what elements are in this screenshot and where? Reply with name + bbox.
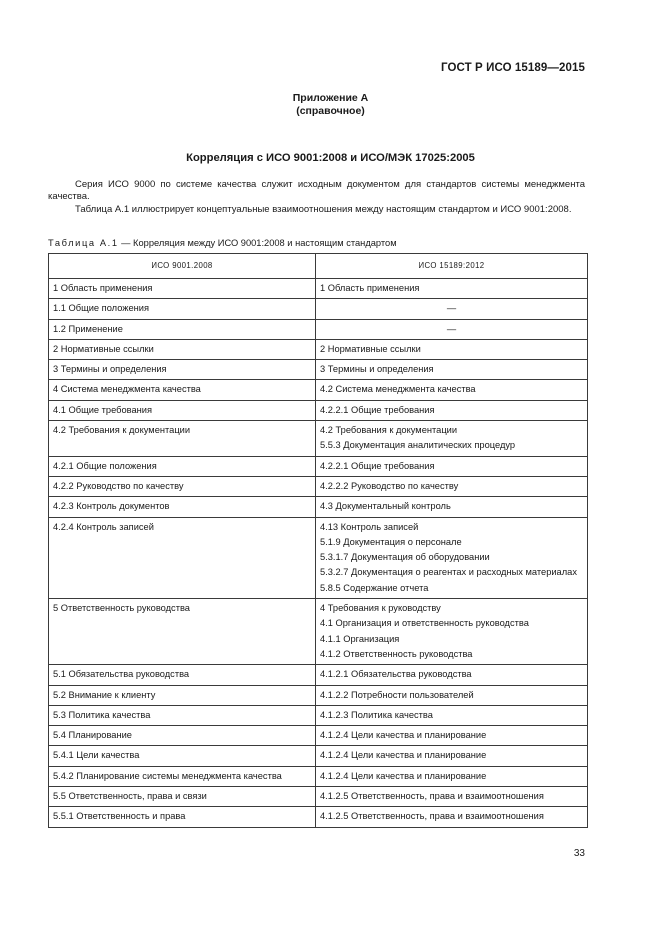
- iso15189-clause: 5.3.1.7 Документация об оборудовании: [320, 552, 490, 563]
- iso15189-clauses: [316, 299, 588, 319]
- iso15189-clause: 4.2.2.2 Руководство по качеству: [320, 480, 459, 491]
- table-body: [49, 279, 588, 828]
- section-heading: Корреляция с ИСО 9001:2008 и ИСО/МЭК 17025:2005: [186, 152, 475, 164]
- iso15189-clauses: [316, 807, 588, 827]
- table-row: [49, 279, 588, 299]
- iso15189-clauses: [316, 400, 588, 420]
- iso9001-clause: 3 Термины и определения: [49, 360, 316, 380]
- iso15189-clause: 4.1.2.5 Ответственность, права и взаимоотношения: [320, 791, 544, 802]
- iso15189-clause: 2 Нормативные ссылки: [320, 343, 421, 354]
- iso9001-clause: 4.2.3 Контроль документов: [49, 497, 316, 517]
- iso15189-clause: 4.1.2.4 Цели качества и планирование: [320, 730, 487, 741]
- iso9001-clause: 4 Система менеджмента качества: [49, 380, 316, 400]
- iso15189-clause: 4 Требования к руководству: [320, 603, 441, 614]
- table-row: [49, 665, 588, 685]
- iso15189-clauses: [316, 517, 588, 598]
- intro-text: [48, 179, 585, 216]
- annex-status: (справочное): [296, 105, 365, 117]
- iso15189-clauses: [316, 421, 588, 457]
- iso9001-clause: 5.4.2 Планирование системы менеджмента качества: [49, 766, 316, 786]
- iso15189-clauses: [316, 380, 588, 400]
- iso15189-clause: 5.1.9 Документация о персонале: [320, 536, 462, 547]
- table-row: [49, 746, 588, 766]
- iso15189-clause: 4.1.1 Организация: [320, 633, 400, 644]
- table-row: [49, 766, 588, 786]
- table-row: [49, 705, 588, 725]
- iso9001-clause: 5.1 Обязательства руководства: [49, 665, 316, 685]
- iso9001-clause: 1 Область применения: [49, 279, 316, 299]
- iso15189-clauses: [316, 319, 588, 339]
- iso15189-clauses: [316, 476, 588, 496]
- table-row: [49, 360, 588, 380]
- iso15189-clause: 4.1.2.5 Ответственность, права и взаимоотношения: [320, 811, 544, 822]
- iso15189-clauses: [316, 339, 588, 359]
- table-caption-text: — Корреляция между ИСО 9001:2008 и настоящим стандартом: [118, 238, 397, 248]
- table-row: [49, 599, 588, 665]
- iso15189-clause: —: [446, 323, 457, 334]
- iso15189-clause: 4.13 Контроль записей: [320, 521, 419, 532]
- iso15189-clauses: [316, 787, 588, 807]
- iso15189-clause: 4.1.2.2 Потребности пользователей: [320, 689, 474, 700]
- iso15189-clauses: [316, 766, 588, 786]
- iso15189-clauses: [316, 360, 588, 380]
- iso15189-clauses: [316, 279, 588, 299]
- table-row: [49, 787, 588, 807]
- iso15189-clause: —: [446, 303, 457, 314]
- iso15189-clause: 4.2.2.1 Общие требования: [320, 460, 435, 471]
- iso15189-clauses: [316, 746, 588, 766]
- iso9001-clause: 4.2.4 Контроль записей: [49, 517, 316, 598]
- iso15189-clauses: [316, 599, 588, 665]
- annex-title: Приложение А: [292, 92, 369, 104]
- column-header-iso9001: ИСО 9001.2008: [49, 254, 316, 279]
- iso15189-clause: 4.1.2.4 Цели качества и планирование: [320, 750, 487, 761]
- iso9001-clause: 1.2 Применение: [49, 319, 316, 339]
- iso15189-clause: 4.1.2.4 Цели качества и планирование: [320, 770, 487, 781]
- iso9001-clause: 4.1 Общие требования: [49, 400, 316, 420]
- table-row: [49, 807, 588, 827]
- iso9001-clause: 5.4.1 Цели качества: [49, 746, 316, 766]
- iso15189-clauses: [316, 726, 588, 746]
- iso15189-clause: 5.5.3 Документация аналитических процедур: [320, 440, 516, 451]
- iso15189-clause: 4.1.2 Ответственность руководства: [320, 648, 473, 659]
- iso15189-clause: 4.2 Система менеджмента качества: [320, 384, 476, 395]
- iso15189-clause: 4.1.2.3 Политика качества: [320, 709, 433, 720]
- table-row: [49, 685, 588, 705]
- iso15189-clauses: [316, 705, 588, 725]
- iso9001-clause: 4.2.1 Общие положения: [49, 456, 316, 476]
- iso9001-clause: 2 Нормативные ссылки: [49, 339, 316, 359]
- iso9001-clause: 4.2 Требования к документации: [49, 421, 316, 457]
- iso9001-clause: 5.3 Политика качества: [49, 705, 316, 725]
- iso9001-clause: 5.4 Планирование: [49, 726, 316, 746]
- table-row: [49, 476, 588, 496]
- table-row: [49, 380, 588, 400]
- iso9001-clause: 4.2.2 Руководство по качеству: [49, 476, 316, 496]
- standard-code: ГОСТ Р ИСО 15189—2015: [440, 62, 585, 74]
- iso15189-clauses: [316, 497, 588, 517]
- iso15189-clauses: [316, 665, 588, 685]
- annex-block: [0, 92, 661, 118]
- table-row: [49, 319, 588, 339]
- table-header-row: [49, 254, 588, 279]
- intro-paragraph-1: Серия ИСО 9000 по системе качества служит исходным документом для стандартов системы менеджмента качества.: [48, 179, 585, 203]
- table-row: [49, 299, 588, 319]
- iso9001-clause: 5.5 Ответственность, права и связи: [49, 787, 316, 807]
- table-row: [49, 400, 588, 420]
- table-row: [49, 421, 588, 457]
- column-header-iso15189: ИСО 15189:2012: [316, 254, 588, 279]
- iso15189-clause: 4.2 Требования к документации: [320, 425, 458, 436]
- table-caption-label: Таблица А.1: [48, 238, 119, 248]
- iso15189-clause: 1 Область применения: [320, 283, 420, 293]
- table-row: [49, 339, 588, 359]
- page-number: 33: [573, 848, 585, 859]
- correlation-table: [48, 253, 588, 828]
- iso9001-clause: 5.2 Внимание к клиенту: [49, 685, 316, 705]
- table-row: [49, 497, 588, 517]
- iso15189-clause: 4.2.2.1 Общие требования: [320, 404, 435, 415]
- intro-paragraph-2: Таблица А.1 иллюстрирует концептуальные взаимоотношения между настоящим стандартом и ИСО 9001:2008.: [75, 203, 572, 215]
- iso15189-clauses: [316, 685, 588, 705]
- iso15189-clause: 5.3.2.7 Документация о реагентах и расходных материалах: [320, 567, 577, 578]
- table-caption: [48, 238, 397, 248]
- iso9001-clause: 5 Ответственность руководства: [49, 599, 316, 665]
- table-row: [49, 517, 588, 598]
- table-row: [49, 726, 588, 746]
- iso15189-clause: 4.3 Документальный контроль: [320, 501, 451, 512]
- iso9001-clause: 5.5.1 Ответственность и права: [49, 807, 316, 827]
- iso15189-clause: 4.1 Организация и ответственность руководства: [320, 618, 529, 629]
- iso15189-clause: 4.1.2.1 Обязательства руководства: [320, 669, 472, 680]
- iso15189-clause: 5.8.5 Содержание отчета: [320, 582, 429, 593]
- table-row: [49, 456, 588, 476]
- iso15189-clauses: [316, 456, 588, 476]
- iso9001-clause: 1.1 Общие положения: [49, 299, 316, 319]
- iso15189-clause: 3 Термины и определения: [320, 364, 434, 375]
